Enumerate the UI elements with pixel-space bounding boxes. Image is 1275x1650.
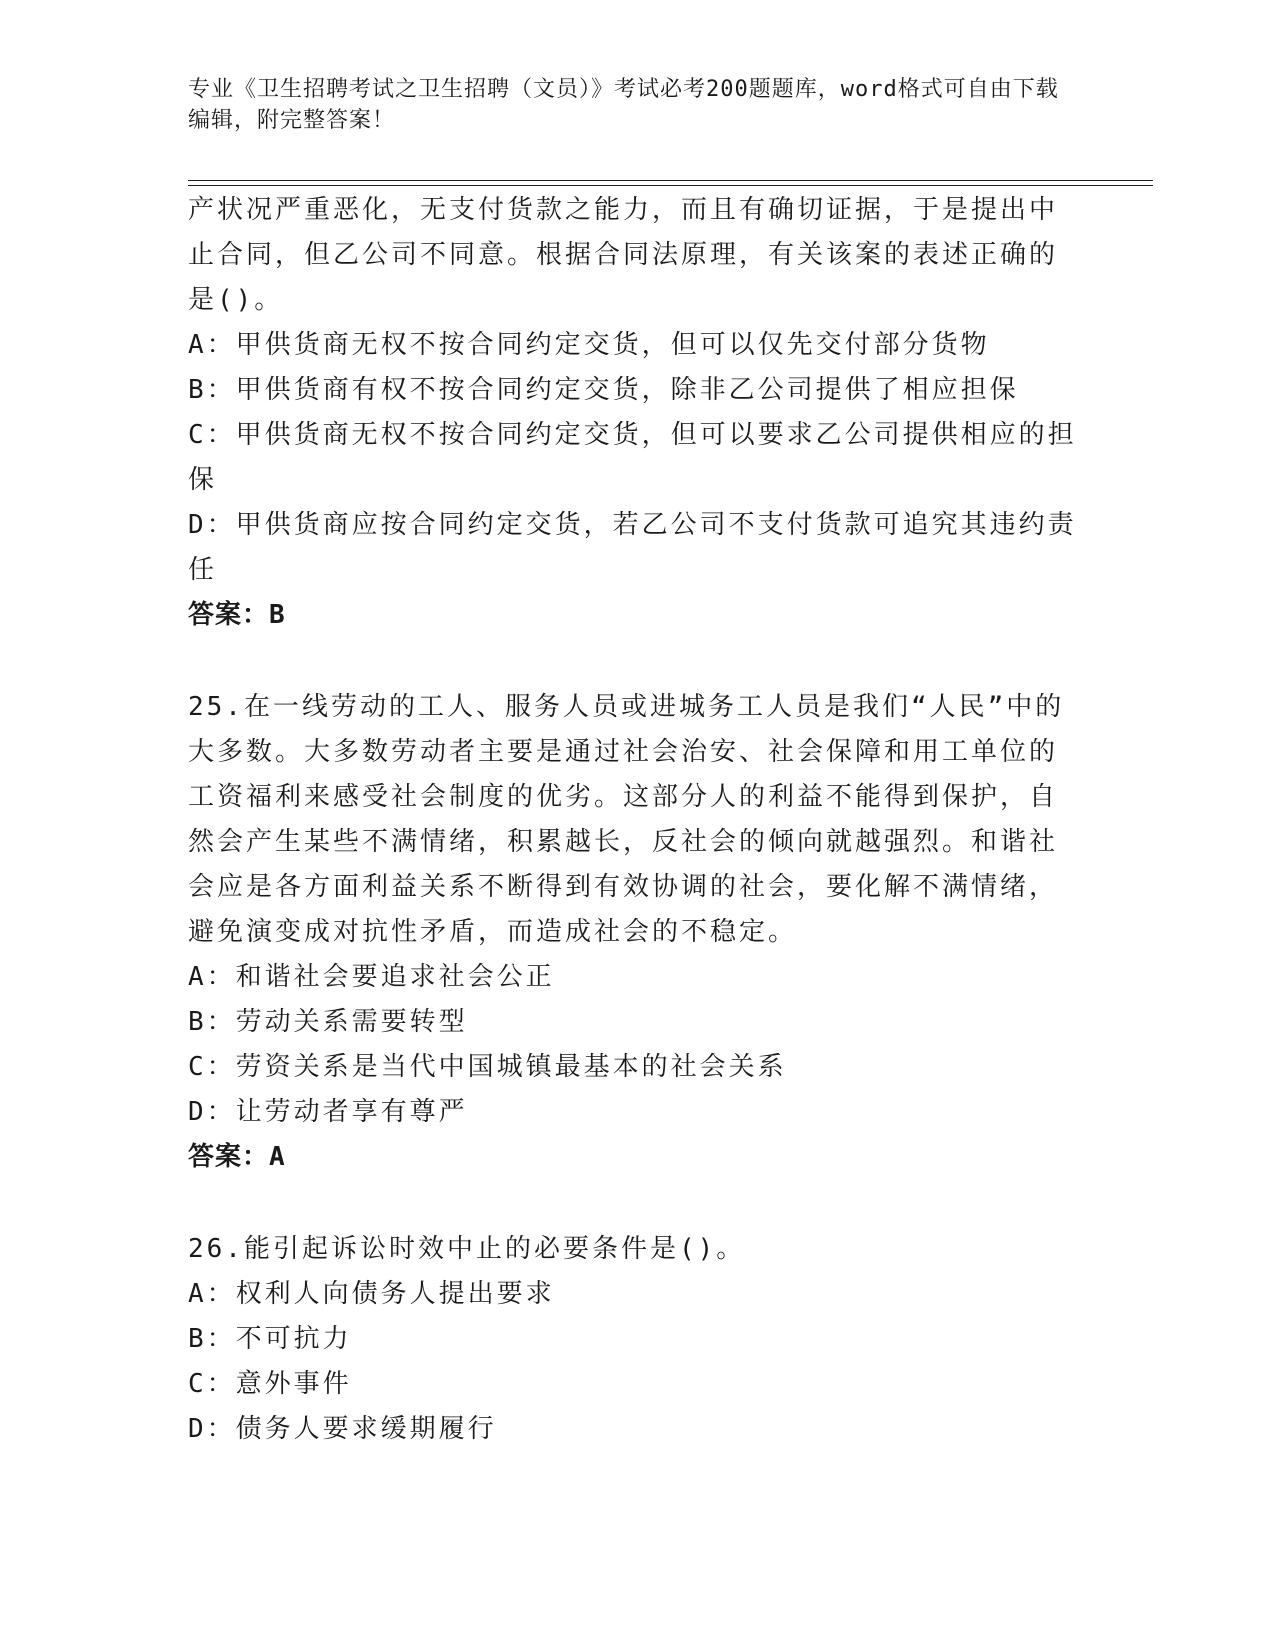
header-text: 专业《卫生招聘考试之卫生招聘（文员）》考试必考200题题库，word格式可自由下载编辑，附完整答案！ <box>188 77 1059 133</box>
option-b: B：不可抗力 <box>188 1324 352 1354</box>
option-d: D：让劳动者享有尊严 <box>188 1097 468 1127</box>
header-rule-top <box>188 180 1153 181</box>
question-26 <box>188 1227 1078 1452</box>
header-rule-bottom <box>188 185 1153 186</box>
document-header <box>188 74 1068 136</box>
question-stem: 25.在一线劳动的工人、服务人员或进城务工人员是我们“人民”中的大多数。大多数劳动者主要是通过社会治安、社会保障和用工单位的工资福利来感受社会制度的优劣。这部分人的利益不能得到保护，自然会产生某些不满情绪，积累越长，反社会的倾向就越强烈。和谐社会应是各方面利益关系不断得到有效协调的社会，要化解不满情绪，避免演变成对抗性矛盾，而造成社会的不稳定。 <box>188 692 1065 947</box>
spacer <box>188 1180 1078 1227</box>
spacer <box>188 638 1078 685</box>
question-stem: 26.能引起诉讼时效中止的必要条件是()。 <box>188 1234 746 1264</box>
option-a: A：甲供货商无权不按合同约定交货，但可以仅先交付部分货物 <box>188 330 990 360</box>
option-d: D：债务人要求缓期履行 <box>188 1414 497 1444</box>
question-stem: 产状况严重恶化，无支付货款之能力，而且有确切证据，于是提出中止合同，但乙公司不同意。根据合同法原理，有关该案的表述正确的是()。 <box>188 195 1059 315</box>
option-b: B：甲供货商有权不按合同约定交货，除非乙公司提供了相应担保 <box>188 375 1019 405</box>
option-c: C：甲供货商无权不按合同约定交货，但可以要求乙公司提供相应的担保 <box>188 420 1077 495</box>
option-d: D：甲供货商应按合同约定交货，若乙公司不支付货款可追究其违约责任 <box>188 510 1077 585</box>
option-a: A：和谐社会要追求社会公正 <box>188 962 555 992</box>
option-c: C：意外事件 <box>188 1369 352 1399</box>
option-b: B：劳动关系需要转型 <box>188 1007 468 1037</box>
question-24 <box>188 188 1078 638</box>
answer: 答案：A <box>188 1142 286 1172</box>
option-c: C：劳资关系是当代中国城镇最基本的社会关系 <box>188 1052 787 1082</box>
question-25 <box>188 685 1078 1180</box>
answer: 答案：B <box>188 600 286 630</box>
option-a: A：权利人向债务人提出要求 <box>188 1279 555 1309</box>
document-body <box>188 188 1078 1452</box>
